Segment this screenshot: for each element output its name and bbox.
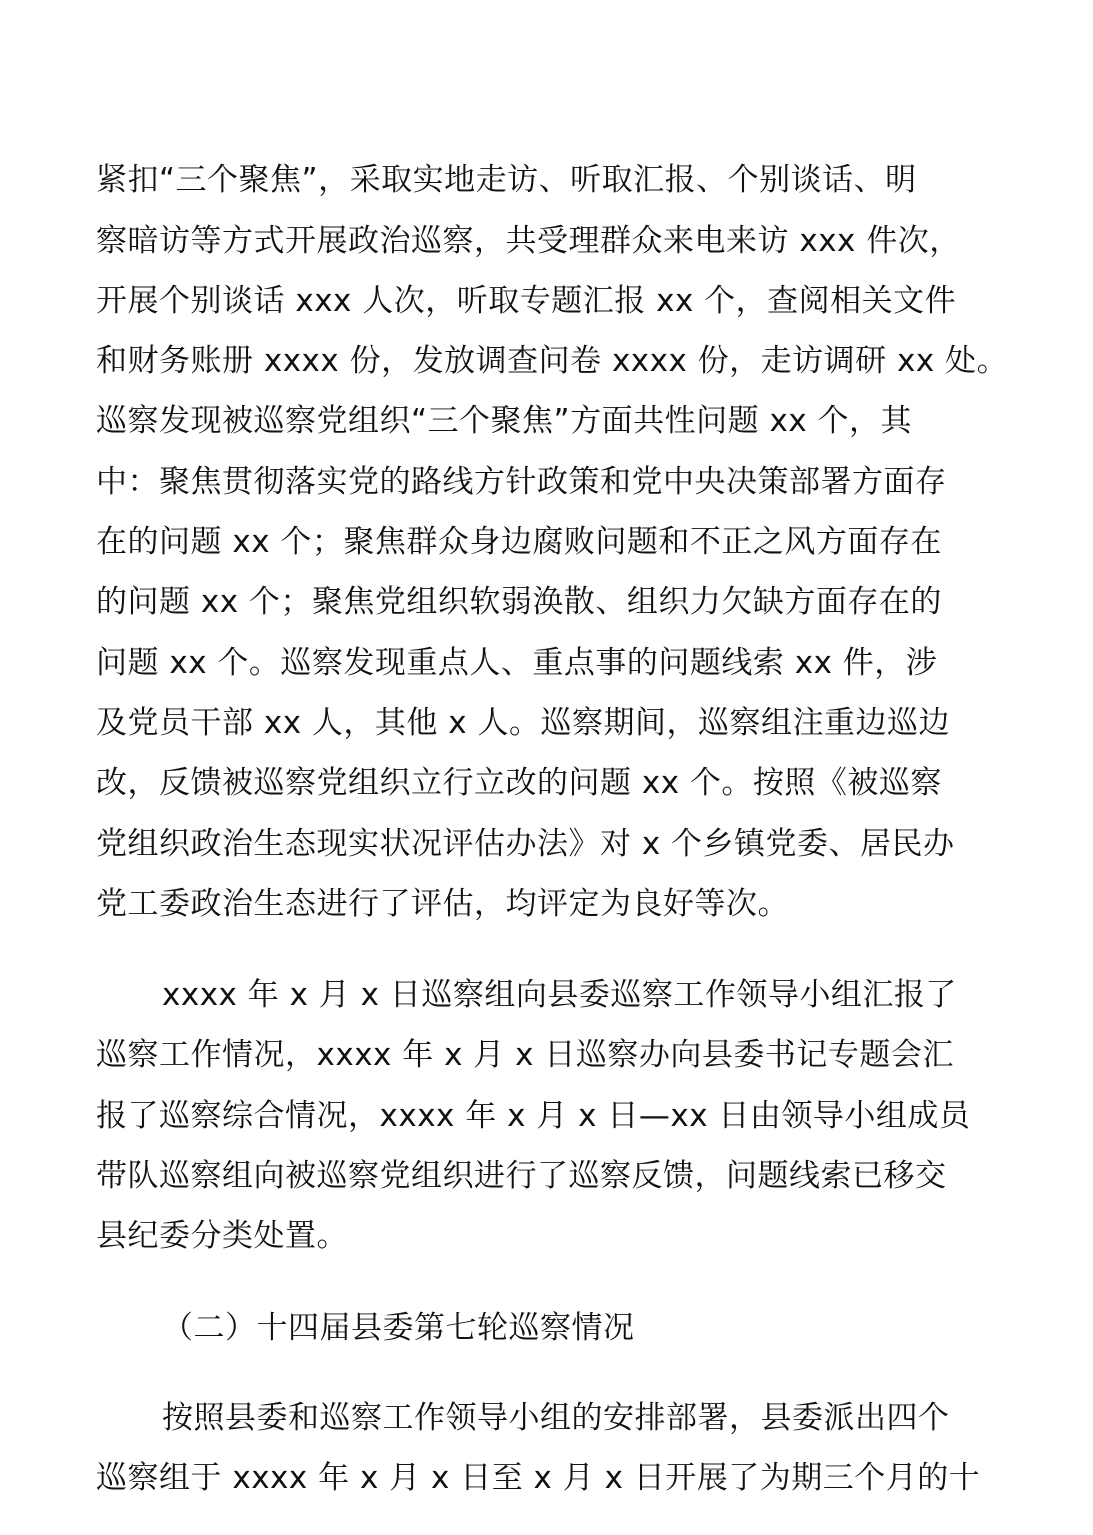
paragraph-line: 巡察组于 xxxx 年 x 月 x 日至 x 月 x 日开展了为期三个月的十 (96, 1460, 981, 1496)
paragraph-line: 巡察发现被巡察党组织“三个聚焦”方面共性问题 xx 个，其 (96, 403, 913, 439)
section-heading: （二）十四届县委第七轮巡察情况 (162, 1310, 635, 1346)
paragraph-line: 及党员干部 xx 人，其他 x 人。巡察期间，巡察组注重边巡边 (96, 705, 950, 741)
paragraph-line: 问题 xx 个。巡察发现重点人、重点事的问题线索 xx 件，涉 (96, 645, 938, 681)
paragraph-line: xxxx 年 x 月 x 日巡察组向县委巡察工作领导小组汇报了 (162, 977, 957, 1013)
paragraph-line: 察暗访等方式开展政治巡察，共受理群众来电来访 xxx 件次， (96, 223, 961, 259)
paragraph-line: 改，反馈被巡察党组织立行立改的问题 xx 个。按照《被巡察 (96, 765, 942, 801)
paragraph-line: 县纪委分类处置。 (96, 1218, 348, 1254)
paragraph-line: 紧扣“三个聚焦”，采取实地走访、听取汇报、个别谈话、明 (96, 162, 917, 198)
paragraph-line: 的问题 xx 个；聚焦党组织软弱涣散、组织力欠缺方面存在的 (96, 584, 942, 620)
paragraph-line: 党工委政治生态进行了评估，均评定为良好等次。 (96, 886, 789, 922)
paragraph-line: 带队巡察组向被巡察党组织进行了巡察反馈，问题线索已移交 (96, 1158, 947, 1194)
paragraph-line: 在的问题 xx 个；聚焦群众身边腐败问题和不正之风方面存在 (96, 524, 942, 560)
paragraph-line: 党组织政治生态现实状况评估办法》对 x 个乡镇党委、居民办 (96, 826, 955, 862)
paragraph-line: 和财务账册 xxxx 份，发放调查问卷 xxxx 份，走访调研 xx 处。 (96, 343, 1009, 379)
paragraph-line: 开展个别谈话 xxx 人次，听取专题汇报 xx 个，查阅相关文件 (96, 283, 957, 319)
paragraph-line: 中：聚焦贯彻落实党的路线方针政策和党中央决策部署方面存 (96, 464, 947, 500)
paragraph-line: 报了巡察综合情况，xxxx 年 x 月 x 日—xx 日由领导小组成员 (96, 1098, 971, 1134)
paragraph-line: 按照县委和巡察工作领导小组的安排部署，县委派出四个 (162, 1400, 950, 1436)
paragraph-line: 巡察工作情况，xxxx 年 x 月 x 日巡察办向县委书记专题会汇 (96, 1037, 954, 1073)
